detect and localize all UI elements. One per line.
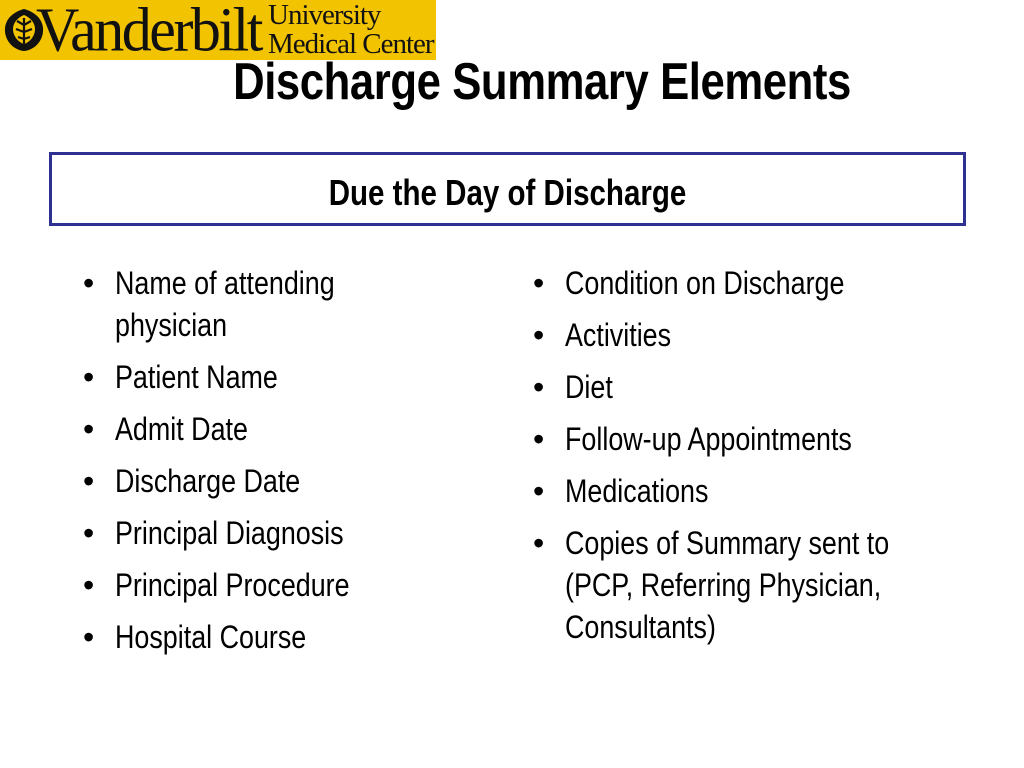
slide-subtitle: Due the Day of Discharge bbox=[328, 172, 687, 213]
list-item-text: Medications bbox=[565, 473, 709, 509]
list-item-text: Name of attending physician bbox=[115, 265, 335, 343]
list-item-text: Admit Date bbox=[115, 411, 248, 447]
bullet-icon: • bbox=[533, 317, 545, 353]
bullet-icon: • bbox=[533, 421, 545, 457]
list-item-text: Patient Name bbox=[115, 359, 278, 395]
list-item bbox=[533, 262, 1003, 304]
list-item bbox=[533, 418, 1003, 460]
right-bullet-list bbox=[533, 262, 1003, 658]
bullet-icon: • bbox=[533, 525, 545, 561]
bullet-icon: • bbox=[533, 265, 545, 301]
list-item bbox=[83, 616, 463, 658]
bullet-icon: • bbox=[83, 359, 95, 395]
list-item-text: Discharge Date bbox=[115, 463, 301, 499]
list-item-text: Copies of Summary sent to (PCP, Referring Physician, Consultants) bbox=[565, 525, 890, 645]
list-item-text: Activities bbox=[565, 317, 672, 353]
list-item-text: Principal Diagnosis bbox=[115, 515, 344, 551]
list-item bbox=[83, 512, 463, 554]
list-item-text: Principal Procedure bbox=[115, 567, 350, 603]
subtitle-box bbox=[49, 152, 966, 226]
logo-wordmark: Vanderbilt bbox=[36, 0, 261, 60]
list-item bbox=[83, 356, 463, 398]
list-item bbox=[83, 564, 463, 606]
bullet-icon: • bbox=[83, 463, 95, 499]
bullet-icon: • bbox=[83, 619, 95, 655]
list-item bbox=[533, 366, 1003, 408]
list-item bbox=[533, 314, 1003, 356]
bullet-icon: • bbox=[83, 411, 95, 447]
list-item-text: Follow-up Appointments bbox=[565, 421, 852, 457]
bullet-icon: • bbox=[533, 473, 545, 509]
bullet-icon: • bbox=[83, 515, 95, 551]
logo-line-university: University bbox=[268, 0, 381, 31]
list-item bbox=[83, 408, 463, 450]
slide-title: Discharge Summary Elements bbox=[233, 53, 851, 111]
bullet-icon: • bbox=[83, 567, 95, 603]
list-item-text: Diet bbox=[565, 369, 613, 405]
list-item-text: Condition on Discharge bbox=[565, 265, 845, 301]
list-item bbox=[83, 262, 463, 346]
list-item-text: Hospital Course bbox=[115, 619, 307, 655]
list-item bbox=[83, 460, 463, 502]
logo-line-medical-center: Medical Center bbox=[268, 28, 434, 60]
bullet-icon: • bbox=[83, 265, 95, 301]
list-item bbox=[533, 522, 1003, 648]
left-bullet-list bbox=[83, 262, 463, 668]
list-item bbox=[533, 470, 1003, 512]
bullet-icon: • bbox=[533, 369, 545, 405]
